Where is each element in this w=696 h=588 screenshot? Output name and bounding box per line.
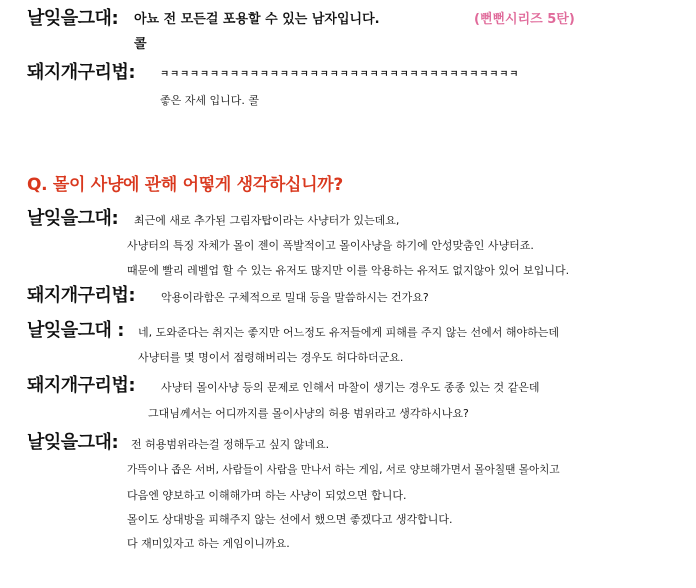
dialogue-2-line-1: 악용이라함은 구체적으로 밀대 등을 말씀하시는 건가요? [161, 291, 429, 304]
speaker-4: 돼지개구리법: [27, 375, 136, 396]
dialogue-3-line-1: 네, 도와준다는 취지는 좋지만 어느정도 유저들에게 피해를 주지 않는 선에서 해야하는데 [138, 326, 559, 339]
intro-speaker-1: 날잊을그대: [27, 8, 119, 29]
speaker-3: 날잊을그대 : [27, 320, 124, 341]
dialogue-5-line-3: 다음엔 양보하고 이해해가며 하는 사냥이 되었으면 합니다. [127, 489, 407, 502]
intro-text-2: 콜 [134, 37, 147, 52]
dialogue-5-line-2: 가뜩이나 좁은 서버, 사람들이 사람을 만나서 하는 게임, 서로 양보해가면서 몰아칠땐 몰아치고 [127, 464, 560, 476]
intro-text-4: 좋은 자세 입니다. 콜 [160, 94, 259, 107]
speaker-2: 돼지개구리법: [27, 285, 136, 306]
intro-text-3: ㅋㅋㅋㅋㅋㅋㅋㅋㅋㅋㅋㅋㅋㅋㅋㅋㅋㅋㅋㅋㅋㅋㅋㅋㅋㅋㅋㅋㅋㅋㅋㅋㅋㅋㅋㅋ [160, 69, 520, 80]
dialogue-1-line-3: 때문에 빨리 레벨업 할 수 있는 유저도 많지만 이를 악용하는 유저도 없지않아 있어 보입니다. [127, 264, 570, 277]
speaker-1: 날잊을그대: [27, 208, 119, 229]
intro-speaker-2: 돼지개구리법: [27, 62, 136, 83]
speaker-5: 날잊을그대: [27, 432, 119, 453]
series-tag: (뻔뻔시리즈 5탄) [474, 12, 575, 27]
intro-text-1: 아뇨 전 모든걸 포용할 수 있는 남자입니다. [134, 12, 380, 27]
dialogue-5-line-1: 전 허용범위라는걸 정해두고 싶지 않네요. [131, 438, 330, 451]
question-heading: Q. 몰이 사냥에 관해 어떻게 생각하십니까? [27, 175, 343, 195]
dialogue-4-line-2: 그대님께서는 어디까지를 몰이사냥의 허용 범위라고 생각하시나요? [148, 407, 469, 420]
dialogue-5-line-5: 다 재미있자고 하는 게임이니까요. [127, 537, 290, 550]
dialogue-1-line-1: 최근에 새로 추가된 그림자탑이라는 사냥터가 있는데요, [134, 214, 400, 227]
dialogue-5-line-4: 몰이도 상대방을 피해주지 않는 선에서 했으면 좋겠다고 생각합니다. [127, 513, 453, 526]
dialogue-4-line-1: 사냥터 몰이사냥 등의 문제로 인해서 마찰이 생기는 경우도 종종 있는 것 같은데 [161, 381, 540, 394]
dialogue-3-line-2: 사냥터를 몇 명이서 점령해버리는 경우도 허다하더군요. [138, 351, 404, 364]
dialogue-1-line-2: 사냥터의 특징 자체가 몰이 젠이 폭발적이고 몰이사냥을 하기에 안성맞춤인 사냥터죠. [127, 239, 534, 252]
